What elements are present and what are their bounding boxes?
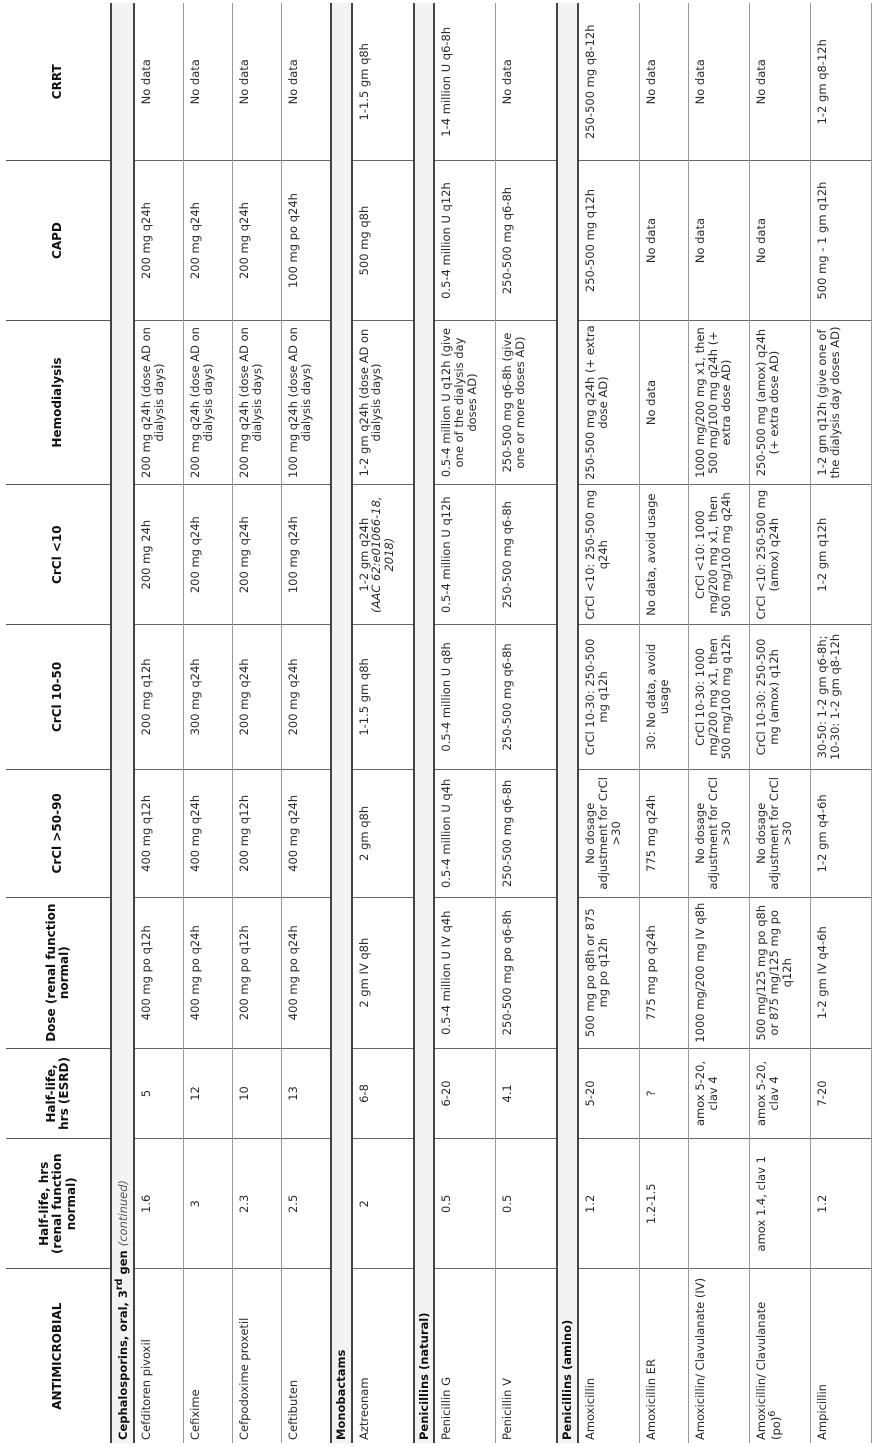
cell-capd: 500 mg q8h <box>352 161 414 320</box>
cell-halflife-normal: 1.6 <box>134 1139 184 1269</box>
cell-capd: 100 mg po q24h <box>281 161 331 320</box>
cell-halflife-esrd: 12 <box>183 1048 232 1139</box>
section-penicillins-amino <box>557 3 578 1443</box>
cell-antimicrobial: Penicillin G <box>434 1269 496 1443</box>
cell-capd: 500 mg - 1 gm q12h <box>811 161 872 320</box>
cell-halflife-normal: 2.5 <box>281 1139 331 1269</box>
cell-crrt: No data <box>281 3 331 161</box>
cell-crrt: No data <box>134 3 184 161</box>
cell-capd: No data <box>689 161 750 320</box>
table-row <box>232 3 281 1443</box>
col-crcl-lt10: CrCl <10 <box>6 485 111 624</box>
cell-halflife-normal: 1.2 <box>578 1139 640 1269</box>
continued-note: (continued) <box>115 1179 130 1247</box>
aztreonam-reference: (AAC 62:e01066-18, 2018) <box>369 496 397 613</box>
cell-dose: 0.5-4 million U IV q4h <box>434 897 496 1048</box>
cell-hemodialysis: 250-500 mg q6-8h (give one or more doses AD) <box>496 320 558 485</box>
cell-halflife-esrd: amox 5-20, clav 4 <box>750 1048 811 1139</box>
cell-crcl-lt10: CrCl <10: 250-500 mg q24h <box>578 485 640 624</box>
table-row <box>352 3 414 1443</box>
col-dose: Dose (renal function normal) <box>6 897 111 1048</box>
cell-hemodialysis: 200 mg q24h (dose AD on dialysis days) <box>134 320 184 485</box>
cell-dose: 500 mg po q8h or 875 mg po q12h <box>578 897 640 1048</box>
cell-halflife-normal <box>689 1139 750 1269</box>
table-row <box>640 3 689 1443</box>
cell-crcl-50-90: 250-500 mg q6-8h <box>496 769 558 897</box>
cell-halflife-normal: 1.2 <box>811 1139 872 1269</box>
cell-crcl-lt10: 0.5-4 million U q12h <box>434 485 496 624</box>
cell-dose: 250-500 mg po q6-8h <box>496 897 558 1048</box>
cell-hemodialysis: No data <box>640 320 689 485</box>
cell-crcl-50-90: 400 mg q24h <box>183 769 232 897</box>
cell-dose: 400 mg po q12h <box>134 897 184 1048</box>
cell-crcl-lt10: 200 mg 24h <box>134 485 184 624</box>
cell-dose: 400 mg po q24h <box>281 897 331 1048</box>
cell-antimicrobial: Ceftibuten <box>281 1269 331 1443</box>
cell-capd: 200 mg q24h <box>232 161 281 320</box>
col-antimicrobial: ANTIMICROBIAL <box>6 1269 111 1443</box>
cell-dose: 1-2 gm IV q4-6h <box>811 897 872 1048</box>
cell-crrt: 250-500 mg q8-12h <box>578 3 640 161</box>
cell-capd: 0.5-4 million U q12h <box>434 161 496 320</box>
renal-dosing-table <box>6 3 872 1443</box>
cell-crrt: No data <box>183 3 232 161</box>
cell-crcl-50-90: 200 mg q12h <box>232 769 281 897</box>
cell-antimicrobial: Cefpodoxime proxetil <box>232 1269 281 1443</box>
table-row <box>578 3 640 1443</box>
cell-crrt: 1-1.5 gm q8h <box>352 3 414 161</box>
cell-crrt: No data <box>689 3 750 161</box>
cell-halflife-normal: 0.5 <box>496 1139 558 1269</box>
cell-halflife-normal: 0.5 <box>434 1139 496 1269</box>
table-row <box>434 3 496 1443</box>
cell-hemodialysis: 1-2 gm q12h (give one of the dialysis day doses AD) <box>811 320 872 485</box>
cell-crrt: No data <box>750 3 811 161</box>
cell-halflife-esrd: 5 <box>134 1048 184 1139</box>
cell-crcl-10-50: 200 mg q12h <box>134 624 184 769</box>
cell-crcl-10-50: CrCl 10-30: 1000 mg/200 mg x1, then 500 mg/100 mg q12h <box>689 624 750 769</box>
cell-halflife-esrd: ? <box>640 1048 689 1139</box>
cell-dose: 2 gm IV q8h <box>352 897 414 1048</box>
cell-capd: 250-500 mg q6-8h <box>496 161 558 320</box>
cell-hemodialysis: 250-500 mg (amox) q24h (+ extra dose AD) <box>750 320 811 485</box>
cell-crrt: 1-4 million U q6-8h <box>434 3 496 161</box>
table-row <box>134 3 184 1443</box>
cell-hemodialysis: 100 mg q24h (dose AD on dialysis days) <box>281 320 331 485</box>
cell-crcl-50-90: No dosage adjustment for CrCl >30 <box>578 769 640 897</box>
cell-crcl-10-50: 0.5-4 million U q8h <box>434 624 496 769</box>
cell-crcl-50-90: 400 mg q12h <box>134 769 184 897</box>
cell-capd: 200 mg q24h <box>134 161 184 320</box>
col-halflife-normal: Half-life, hrs (renal function normal) <box>6 1139 111 1269</box>
cell-dose: 400 mg po q24h <box>183 897 232 1048</box>
cell-crcl-50-90: No dosage adjustment for CrCl >30 <box>750 769 811 897</box>
cell-antimicrobial: Amoxicillin <box>578 1269 640 1443</box>
cell-crcl-10-50: 30: No data, avoid usage <box>640 624 689 769</box>
cell-crrt: No data <box>496 3 558 161</box>
cell-halflife-normal: amox 1.4, clav 1 <box>750 1139 811 1269</box>
header-row <box>6 3 111 1443</box>
col-crrt: CRRT <box>6 3 111 161</box>
cell-halflife-esrd: 4.1 <box>496 1048 558 1139</box>
cell-halflife-esrd: 5-20 <box>578 1048 640 1139</box>
cell-crrt: No data <box>232 3 281 161</box>
cell-halflife-normal: 2.3 <box>232 1139 281 1269</box>
cell-crcl-lt10: 250-500 mg q6-8h <box>496 485 558 624</box>
cell-crcl-50-90: 1-2 gm q4-6h <box>811 769 872 897</box>
cell-crcl-lt10: CrCl <10: 250-500 mg (amox) q24h <box>750 485 811 624</box>
cell-halflife-esrd: 13 <box>281 1048 331 1139</box>
cell-crcl-lt10: 1-2 gm q12h <box>811 485 872 624</box>
section-label: Cephalosporins, oral, 3 <box>115 1290 130 1440</box>
table-row <box>281 3 331 1443</box>
section-label: Monobactams <box>331 3 352 1443</box>
cell-capd: 200 mg q24h <box>183 161 232 320</box>
cell-hemodialysis: 1-2 gm q24h (dose AD on dialysis days) <box>352 320 414 485</box>
cell-crcl-50-90: No dosage adjustment for CrCl >30 <box>689 769 750 897</box>
cell-crcl-10-50: 30-50: 1-2 gm q6-8h; 10-30: 1-2 gm q8-12h <box>811 624 872 769</box>
cell-crcl-10-50: CrCl 10-30: 250-500 mg (amox) q12h <box>750 624 811 769</box>
cell-antimicrobial: Amoxicillin/ Clavulanate (IV) <box>689 1269 750 1443</box>
cell-halflife-esrd: 7-20 <box>811 1048 872 1139</box>
section-cephalosporins <box>111 3 134 1443</box>
cell-crcl-lt10: No data, avoid usage <box>640 485 689 624</box>
cell-crcl-10-50: CrCl 10-30: 250-500 mg q12h <box>578 624 640 769</box>
table-row <box>811 3 872 1443</box>
cell-crcl-50-90: 0.5-4 million U q4h <box>434 769 496 897</box>
cell-halflife-normal: 3 <box>183 1139 232 1269</box>
cell-dose: 1000 mg/200 mg IV q8h <box>689 897 750 1048</box>
cell-hemodialysis: 200 mg q24h (dose AD on dialysis days) <box>183 320 232 485</box>
table-row <box>496 3 558 1443</box>
cell-crcl-10-50: 300 mg q24h <box>183 624 232 769</box>
col-capd: CAPD <box>6 161 111 320</box>
section-penicillins-natural <box>414 3 435 1443</box>
cell-halflife-esrd: 6-8 <box>352 1048 414 1139</box>
cell-antimicrobial: Cefixime <box>183 1269 232 1443</box>
cell-crcl-50-90: 775 mg q24h <box>640 769 689 897</box>
cell-halflife-esrd: amox 5-20, clav 4 <box>689 1048 750 1139</box>
col-crcl-10-50: CrCl 10-50 <box>6 624 111 769</box>
cell-crcl-10-50: 1-1.5 gm q8h <box>352 624 414 769</box>
cell-capd: 250-500 mg q12h <box>578 161 640 320</box>
cell-capd: No data <box>750 161 811 320</box>
cell-hemodialysis: 0.5-4 million U q12h (give one of the dialysis day doses AD) <box>434 320 496 485</box>
cell-dose: 200 mg po q12h <box>232 897 281 1048</box>
cell-crcl-50-90: 400 mg q24h <box>281 769 331 897</box>
cell-dose: 500 mg/125 mg po q8h or 875 mg/125 mg po q12h <box>750 897 811 1048</box>
col-crcl-50-90: CrCl >50-90 <box>6 769 111 897</box>
section-label: Penicillins (amino) <box>557 3 578 1443</box>
cell-crcl-lt10: 200 mg q24h <box>232 485 281 624</box>
section-label-tail: gen <box>115 1250 130 1279</box>
footnote-marker: 6 <box>767 1410 779 1417</box>
cell-hemodialysis: 250-500 mg q24h (+ extra dose AD) <box>578 320 640 485</box>
col-halflife-esrd: Half-life, hrs (ESRD) <box>6 1048 111 1139</box>
col-hemodialysis: Hemodialysis <box>6 320 111 485</box>
cell-halflife-normal: 1.2-1.5 <box>640 1139 689 1269</box>
cell-antimicrobial: Amoxicillin/ Clavulanate (po)$^6$ <box>750 1269 811 1443</box>
cell-crcl-50-90: 2 gm q8h <box>352 769 414 897</box>
cell-crcl-lt10: 1-2 gm q24h (AAC 62:e01066-18, 2018) <box>352 485 414 624</box>
cell-crcl-10-50: 200 mg q24h <box>281 624 331 769</box>
section-label-sup: rd <box>114 1278 125 1291</box>
cell-crcl-10-50: 250-500 mg q6-8h <box>496 624 558 769</box>
cell-crcl-10-50: 200 mg q24h <box>232 624 281 769</box>
cell-antimicrobial: Ampicillin <box>811 1269 872 1443</box>
cell-crrt: 1-2 gm q8-12h <box>811 3 872 161</box>
cell-capd: No data <box>640 161 689 320</box>
cell-crcl-lt10: CrCl <10: 1000 mg/200 mg x1, then 500 mg/100 mg q24h <box>689 485 750 624</box>
cell-crrt: No data <box>640 3 689 161</box>
cell-halflife-normal: 2 <box>352 1139 414 1269</box>
table-row <box>750 3 811 1443</box>
cell-hemodialysis: 1000 mg/200 mg x1, then 500 mg/100 mg q24h (+ extra dose AD) <box>689 320 750 485</box>
cell-antimicrobial: Penicillin V <box>496 1269 558 1443</box>
cell-halflife-esrd: 6-20 <box>434 1048 496 1139</box>
cell-dose: 775 mg po q24h <box>640 897 689 1048</box>
cell-halflife-esrd: 10 <box>232 1048 281 1139</box>
section-monobactams <box>331 3 352 1443</box>
table-row <box>689 3 750 1443</box>
cell-antimicrobial: Aztreonam <box>352 1269 414 1443</box>
cell-antimicrobial: Amoxicillin ER <box>640 1269 689 1443</box>
cell-crcl-lt10: 200 mg q24h <box>183 485 232 624</box>
cell-hemodialysis: 200 mg q24h (dose AD on dialysis days) <box>232 320 281 485</box>
cell-antimicrobial: Cefditoren pivoxil <box>134 1269 184 1443</box>
section-label: Penicillins (natural) <box>414 3 435 1443</box>
cell-crcl-lt10: 100 mg q24h <box>281 485 331 624</box>
table-row <box>183 3 232 1443</box>
